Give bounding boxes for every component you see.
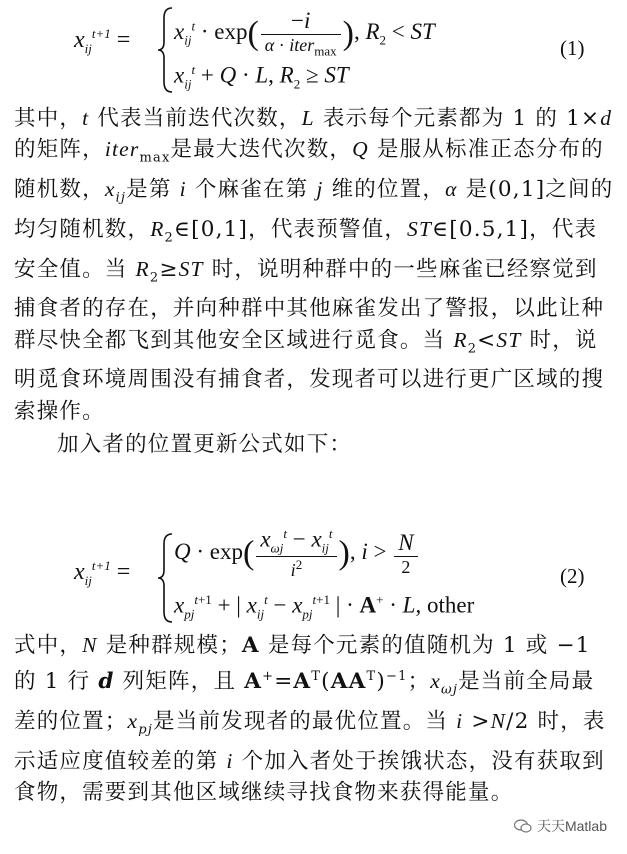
equation-2-brace — [156, 532, 174, 624]
equation-2-case-2: $x_{pj}^{t+1}$ + | $x_{ij}^t - x_{pj}^{t+1}$ | · A+ · L, other — [174, 592, 475, 622]
paragraph-3-text: 式中，N 是种群规模；A 是每个元素的值随机为 1 或 −1 的 1 行 d 列矩阵，且 $A^+=A^T(AA^T)^{-1}$；$x_{\omega j}$是当前全局最差的位置；$x_{pj}$是当前发现者的最优位置。当 i >N/2 时，表示适应度值较差的第 i 个加入者处于挨饿状态，没有获取到食物，需要到其他区域继续寻找食物来获得能量。 — [14, 633, 606, 806]
paragraph-2-text: 加入者的位置更新公式如下： — [57, 432, 353, 458]
equation-2 — [0, 522, 627, 627]
equation-2-number: (2) — [560, 564, 585, 588]
equation-1 — [0, 0, 627, 100]
watermark-text: 天天Matlab — [536, 818, 607, 834]
equation-2-lhs: $x_{ij}^{t+1}$ = — [74, 558, 131, 588]
equation-1-lhs: $x_{ij}^{t+1}$ = — [74, 26, 131, 56]
equation-1-number: (1) — [560, 36, 585, 60]
paragraph-joiners — [14, 630, 614, 809]
equation-2-case-1: Q · exp( $\frac{x_{\omega j}^t - x_{ij}^t}{i^2}$ ), i > $\frac{N}{2}$ — [174, 526, 420, 581]
watermark — [514, 816, 607, 836]
equation-1-brace — [156, 6, 174, 94]
equation-1-case-2: $x_{ij}^t + Q \cdot L$, $R_2$ ≥ ST — [174, 62, 349, 92]
equation-1-case-1: $x_{ij}^t \cdot \exp$( $\frac{-i}{\alpha \cdot iter_{max}}$ ), $R_2$ < ST — [174, 8, 435, 59]
paragraph-1-text: 其中，t 代表当前迭代次数，L 表示每个元素都为 1 的 1×d 的矩阵，iter$_{max}$是最大迭代次数，Q 是服从标准正态分布的随机数，$x_{ij}$是第 i 个麻雀在第 j 维的位置，α 是(0,1]之间的均匀随机数，$R_2\in[0,1]$，代表预警值，ST∈[0.5,1]，代表安全值。当 $R_2\ge ST$ 时，说明种群中的一些麻雀已经察觉到捕食者的存在，并向种群中其他麻雀发出了警报，以此让种群尽快全都飞到其他安全区域进行觅食。当 $R_2<ST$ 时，说明觅食环境周围没有捕食者，发现者可以进行更广区域的搜索操作。 — [14, 106, 614, 424]
wechat-icon — [514, 819, 532, 833]
paragraph-variables — [14, 103, 614, 461]
